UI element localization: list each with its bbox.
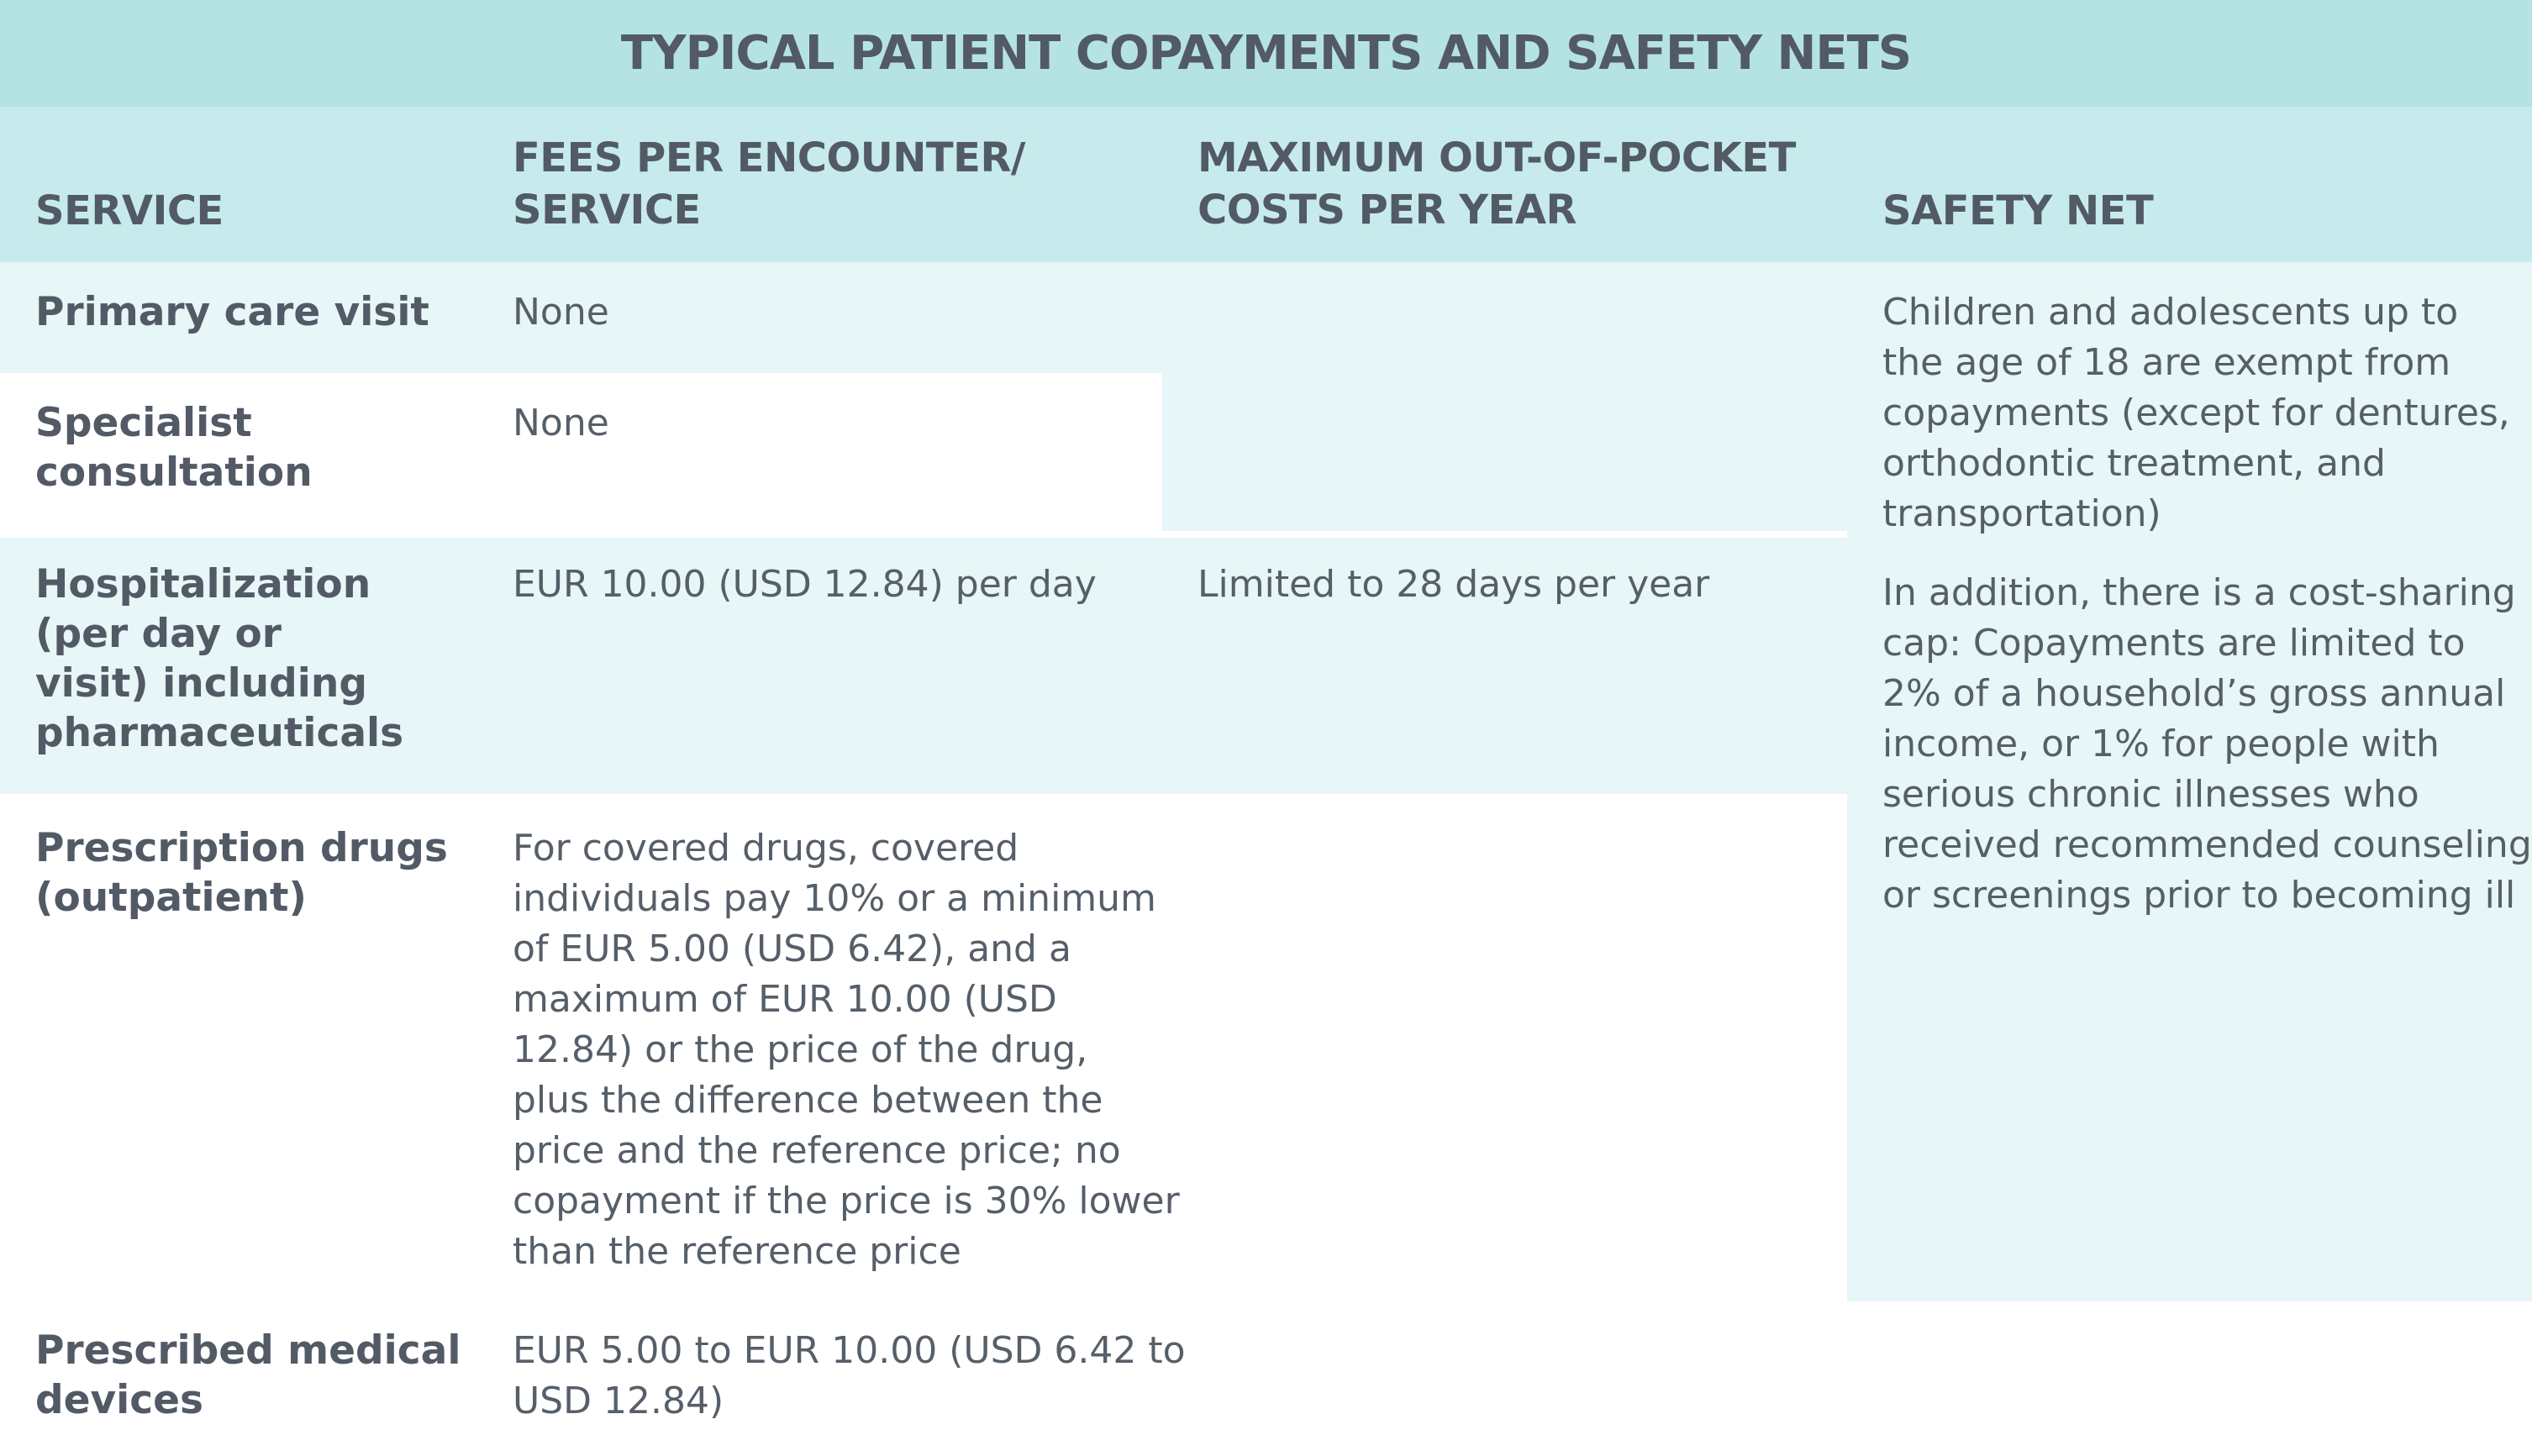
row-label-hospitalization: Hospitalization (per day or visit) including pharmaceuticals [35,561,404,756]
fees-primary-care: None [513,291,609,334]
fees-prescription-drugs: For covered drugs, covered individuals pay 10% or a minimum of EUR 5.00 (USD 6.42), and a maximum of EUR 10.00 (USD 12.84) or the price of the drug, plus the difference between the price and the reference price; no copayment if the price is 30% lower than the reference price [513,827,1180,1273]
fees-medical-devices: EUR 5.00 to EUR 10.00 (USD 6.42 to USD 12.84) [513,1329,1186,1422]
safety-net-text-1: Children and adolescents up to the age of 18 are exempt from copayments (except for dentures, orthodontic treatment, and transportation) [1882,291,2510,535]
row-label-prescription-drugs: Prescription drugs (outpatient) [35,825,448,921]
fees-specialist: None [513,402,609,444]
table-title: TYPICAL PATIENT COPAYMENTS AND SAFETY NETS [620,26,1912,81]
column-header-service: SERVICE [35,187,224,234]
max-oop-hospitalization: Limited to 28 days per year [1198,563,1710,606]
row-label-primary-care: Primary care visit [35,289,429,335]
safety-net-text-2: In addition, there is a cost-sharing cap: Copayments are limited to 2% of a household’s gross annual income, or 1% for people with serious chronic illnesses who received recommended counseling or screenings prior to becoming ill [1882,571,2532,917]
fees-hospitalization: EUR 10.00 (USD 12.84) per day [513,563,1097,606]
row-label-medical-devices: Prescribed medical devices [35,1327,461,1423]
column-header-safety-net: SAFETY NET [1882,187,2154,234]
row-label-specialist: Specialist consultation [35,400,313,496]
max-oop-column-shading [1162,262,1847,531]
column-header-fees: FEES PER ENCOUNTER/ SERVICE [513,134,1025,234]
column-header-max-oop: MAXIMUM OUT-OF-POCKET COSTS PER YEAR [1198,134,1796,234]
